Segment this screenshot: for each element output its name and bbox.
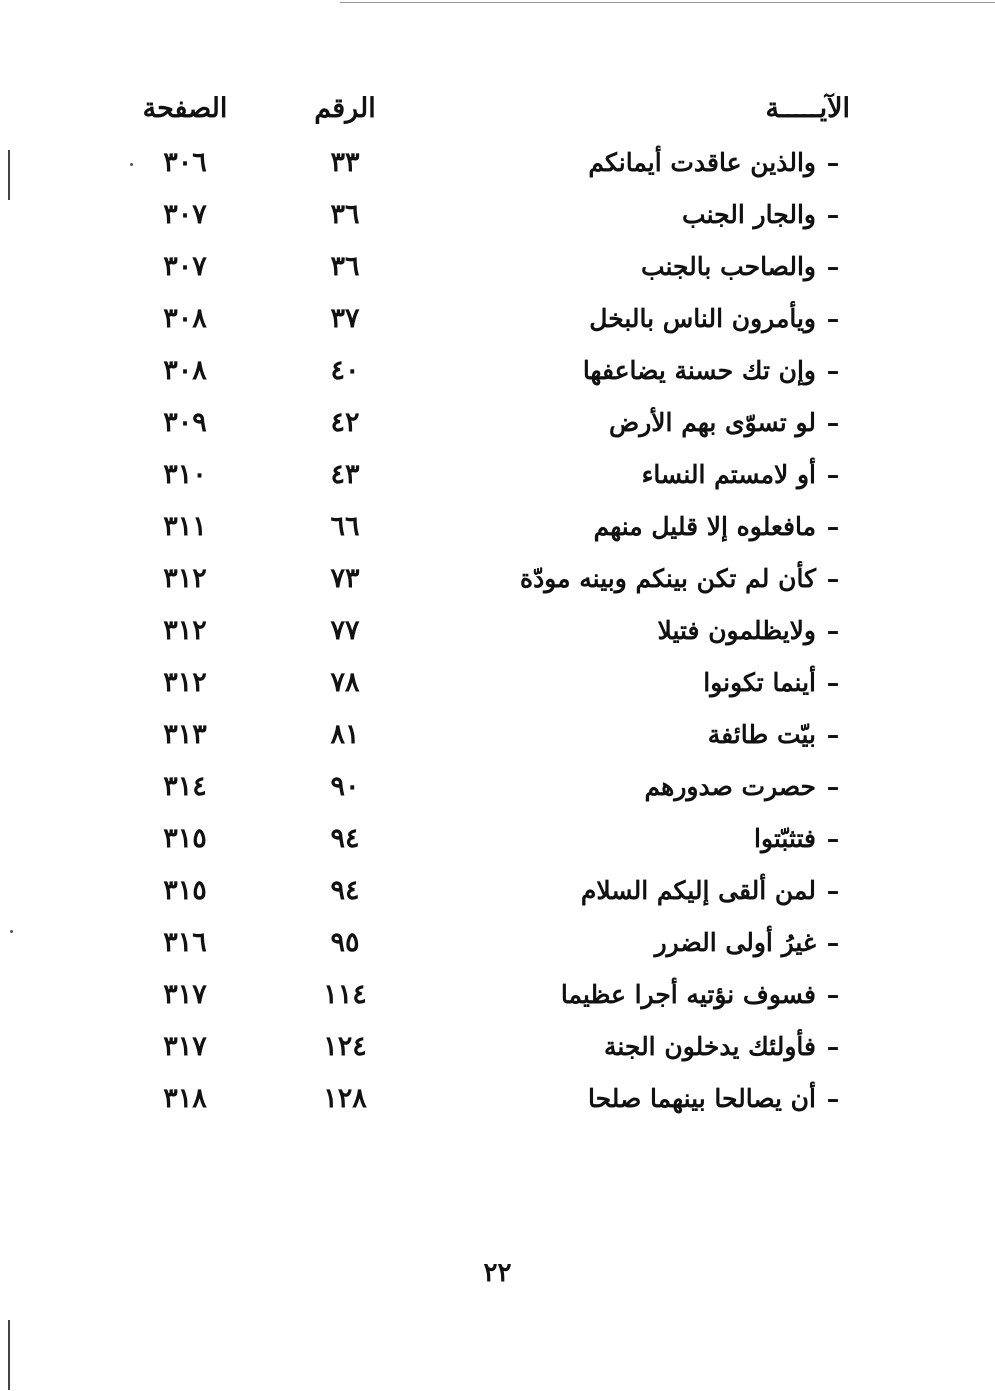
verse-number-cell: ٩٥ xyxy=(330,926,360,958)
table-row xyxy=(110,760,850,812)
verse-cell xyxy=(430,1020,850,1072)
verse-text: وإن تك حسنة يضاعفها xyxy=(582,355,816,385)
table-header xyxy=(110,80,850,136)
number-column-header: الرقم xyxy=(314,92,376,124)
verse-index-table xyxy=(110,80,850,1124)
verse-cell xyxy=(430,864,850,916)
list-dash: – xyxy=(826,823,840,853)
margin-mark xyxy=(8,1320,10,1390)
verse-cell xyxy=(430,500,850,552)
table-row xyxy=(110,188,850,240)
page-cell: ٣٠٨ xyxy=(163,302,207,334)
table-row xyxy=(110,552,850,604)
verse-number-cell: ٩٤ xyxy=(330,822,360,854)
verse-cell xyxy=(430,552,850,604)
verse-cell xyxy=(430,292,850,344)
list-dash: – xyxy=(826,979,840,1009)
list-dash: – xyxy=(826,459,840,489)
table-row xyxy=(110,968,850,1020)
page-cell: ٣١٧ xyxy=(163,1030,207,1062)
page-cell: ٣١٢ xyxy=(163,666,207,698)
verse-cell xyxy=(430,760,850,812)
page-cell: ٣١٦ xyxy=(163,926,207,958)
list-dash: – xyxy=(826,1031,840,1061)
verse-text: حصرت صدورهم xyxy=(644,771,816,801)
page-cell: ٣٠٦ xyxy=(163,146,207,178)
verse-number-cell: ٤٠ xyxy=(330,354,360,386)
page-number: ٢٢ xyxy=(483,1258,512,1288)
table-row xyxy=(110,292,850,344)
page-cell: ٣١٤ xyxy=(163,770,207,802)
table-row xyxy=(110,448,850,500)
table-row xyxy=(110,1020,850,1072)
verse-number-cell: ١٢٤ xyxy=(323,1030,367,1062)
margin-mark xyxy=(8,150,10,200)
list-dash: – xyxy=(826,771,840,801)
table-row xyxy=(110,396,850,448)
verse-number-cell: ٧٨ xyxy=(330,666,360,698)
verse-cell xyxy=(430,448,850,500)
list-dash: – xyxy=(826,563,840,593)
verse-text: والصاحب بالجنب xyxy=(640,251,816,281)
table-row xyxy=(110,136,850,188)
verse-number-cell: ٦٦ xyxy=(330,510,360,542)
verse-text: لو تسوّى بهم الأرض xyxy=(608,407,816,437)
list-dash: – xyxy=(826,355,840,385)
verse-number-cell: ٤٢ xyxy=(330,406,360,438)
verse-cell xyxy=(430,396,850,448)
list-dash: – xyxy=(826,719,840,749)
page-cell: ٣١٥ xyxy=(163,874,207,906)
list-dash: – xyxy=(826,407,840,437)
verse-number-cell: ٧٣ xyxy=(330,562,360,594)
list-dash: – xyxy=(826,1083,840,1113)
verse-text: أينما تكونوا xyxy=(703,667,816,697)
table-row xyxy=(110,240,850,292)
list-dash: – xyxy=(826,147,840,177)
page-cell: ٣١٠ xyxy=(163,458,207,490)
verse-text: غيرُ أولى الضرر xyxy=(654,927,816,957)
verse-number-cell: ٣٣ xyxy=(330,146,360,178)
verse-text: مافعلوه إلا قليل منهم xyxy=(593,511,816,541)
verse-cell xyxy=(430,604,850,656)
page-cell: ٣٠٨ xyxy=(163,354,207,386)
list-dash: – xyxy=(826,875,840,905)
verse-cell xyxy=(430,188,850,240)
scan-dot xyxy=(10,930,13,933)
table-row xyxy=(110,500,850,552)
verse-text: فأولئك يدخلون الجنة xyxy=(603,1031,816,1061)
verse-number-cell: ٣٧ xyxy=(330,302,360,334)
verse-number-cell: ١٢٨ xyxy=(323,1082,367,1114)
verse-column-header: الآيـــــة xyxy=(765,92,850,124)
verse-text: فتثبّتوا xyxy=(754,823,816,853)
page-cell: ٣١٢ xyxy=(163,614,207,646)
list-dash: – xyxy=(826,927,840,957)
verse-number-cell: ١١٤ xyxy=(323,978,367,1010)
verse-cell xyxy=(430,136,850,188)
verse-number-cell: ٩٠ xyxy=(330,770,360,802)
verse-number-cell: ٧٧ xyxy=(330,614,360,646)
table-row xyxy=(110,656,850,708)
table-row xyxy=(110,864,850,916)
verse-text: فسوف نؤتيه أجرا عظيما xyxy=(560,979,816,1009)
table-row xyxy=(110,604,850,656)
list-dash: – xyxy=(826,251,840,281)
table-row xyxy=(110,708,850,760)
list-dash: – xyxy=(826,511,840,541)
verse-number-cell: ٤٣ xyxy=(330,458,360,490)
page-cell: ٣١٣ xyxy=(163,718,207,750)
list-dash: – xyxy=(826,615,840,645)
verse-text: كأن لم تكن بينكم وبينه مودّة xyxy=(520,563,816,593)
list-dash: – xyxy=(826,303,840,333)
verse-number-cell: ٩٤ xyxy=(330,874,360,906)
page-cell: ٣١٥ xyxy=(163,822,207,854)
verse-number-cell: ٨١ xyxy=(330,718,360,750)
table-row xyxy=(110,812,850,864)
verse-cell xyxy=(430,240,850,292)
verse-cell xyxy=(430,968,850,1020)
table-row xyxy=(110,916,850,968)
verse-cell xyxy=(430,916,850,968)
verse-number-cell: ٣٦ xyxy=(330,250,360,282)
page-cell: ٣١٧ xyxy=(163,978,207,1010)
verse-number-cell: ٣٦ xyxy=(330,198,360,230)
top-rule xyxy=(340,2,995,3)
verse-text: والجار الجنب xyxy=(682,199,816,229)
verse-text: ولايظلمون فتيلا xyxy=(657,615,816,645)
verse-text: أو لامستم النساء xyxy=(641,459,816,489)
verse-text: ويأمرون الناس بالبخل xyxy=(589,303,816,333)
page-cell: ٣٠٧ xyxy=(163,250,207,282)
page-cell: ٣١٢ xyxy=(163,562,207,594)
table-row xyxy=(110,344,850,396)
verse-text: والذين عاقدت أيمانكم xyxy=(588,147,816,177)
page-cell: ٣٠٩ xyxy=(163,406,207,438)
verse-text: أن يصالحا بينهما صلحا xyxy=(588,1083,816,1113)
table-row xyxy=(110,1072,850,1124)
page-cell: ٣١١ xyxy=(163,510,207,542)
list-dash: – xyxy=(826,667,840,697)
verse-cell xyxy=(430,812,850,864)
verse-cell xyxy=(430,1072,850,1124)
verse-text: بيّت طائفة xyxy=(707,719,816,749)
verse-cell xyxy=(430,656,850,708)
verse-cell xyxy=(430,708,850,760)
page-column-header: الصفحة xyxy=(142,92,228,124)
verse-text: لمن ألقى إليكم السلام xyxy=(580,875,816,905)
verse-cell xyxy=(430,344,850,396)
page-cell: ٣١٨ xyxy=(163,1082,207,1114)
page-cell: ٣٠٧ xyxy=(163,198,207,230)
list-dash: – xyxy=(826,199,840,229)
